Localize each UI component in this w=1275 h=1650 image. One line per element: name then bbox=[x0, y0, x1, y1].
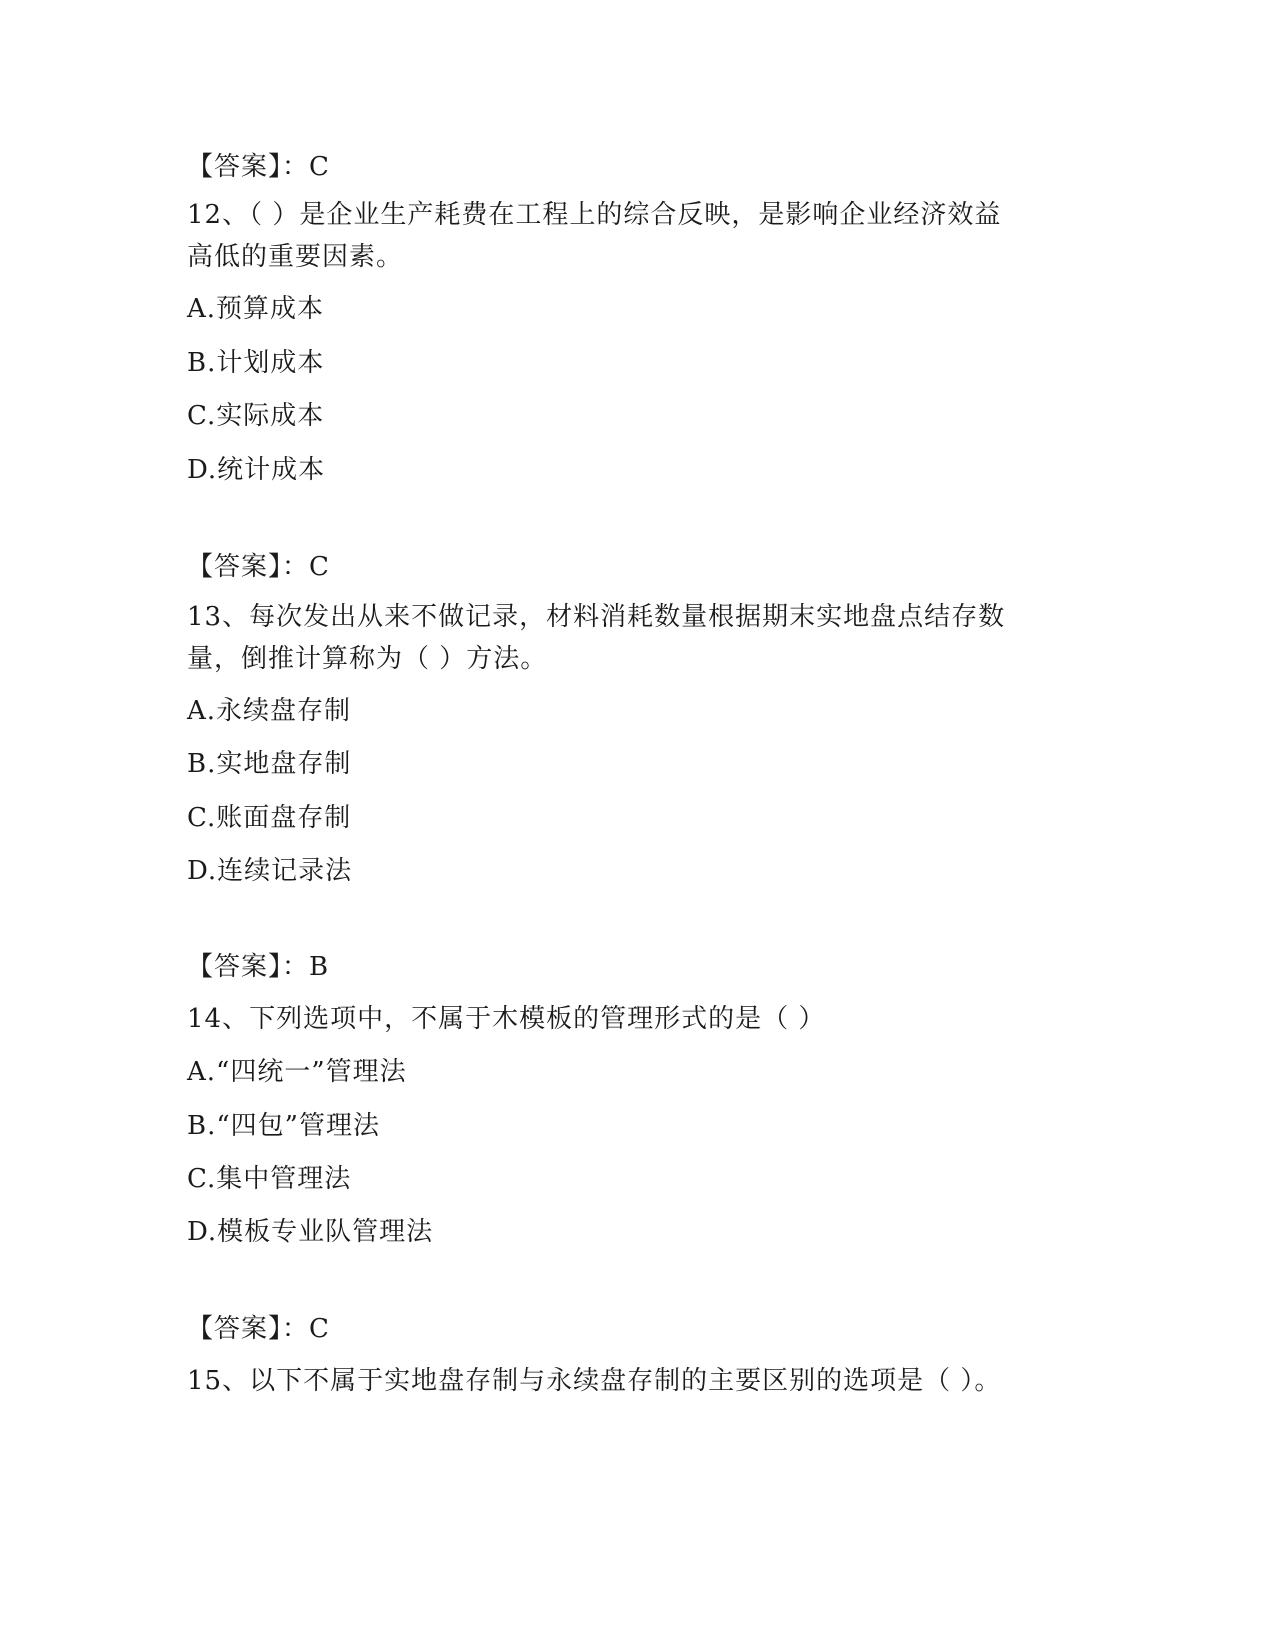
question-stem: 14、下列选项中，不属于木模板的管理形式的是（ ） bbox=[187, 1004, 826, 1034]
answer-line: 【答案】：C bbox=[187, 1314, 330, 1344]
question-stem: 量，倒推计算称为（ ）方法。 bbox=[187, 644, 548, 674]
question-stem: 15、以下不属于实地盘存制与永续盘存制的主要区别的选项是（ ）。 bbox=[187, 1366, 1002, 1396]
option-item: B.实地盘存制 bbox=[187, 749, 352, 779]
question-stem: 13、每次发出从来不做记录，材料消耗数量根据期末实地盘点结存数 bbox=[187, 602, 1006, 632]
option-item: C.实际成本 bbox=[187, 401, 325, 431]
option-item: D.模板专业队管理法 bbox=[187, 1217, 434, 1247]
answer-line: 【答案】：B bbox=[187, 952, 330, 982]
answer-line: 【答案】：C bbox=[187, 552, 330, 582]
option-item: C.集中管理法 bbox=[187, 1164, 352, 1194]
question-stem: 12、（ ）是企业生产耗费在工程上的综合反映，是影响企业经济效益 bbox=[187, 200, 1002, 230]
option-item: B.计划成本 bbox=[187, 348, 325, 378]
option-item: A.“四统一”管理法 bbox=[187, 1057, 407, 1087]
question-stem: 高低的重要因素。 bbox=[187, 242, 404, 272]
option-item: B.“四包”管理法 bbox=[187, 1111, 380, 1141]
option-item: D.统计成本 bbox=[187, 455, 326, 485]
option-item: C.账面盘存制 bbox=[187, 803, 352, 833]
option-item: D.连续记录法 bbox=[187, 856, 353, 886]
option-item: A.预算成本 bbox=[187, 294, 325, 324]
answer-line: 【答案】：C bbox=[187, 152, 330, 182]
option-item: A.永续盘存制 bbox=[187, 696, 352, 726]
